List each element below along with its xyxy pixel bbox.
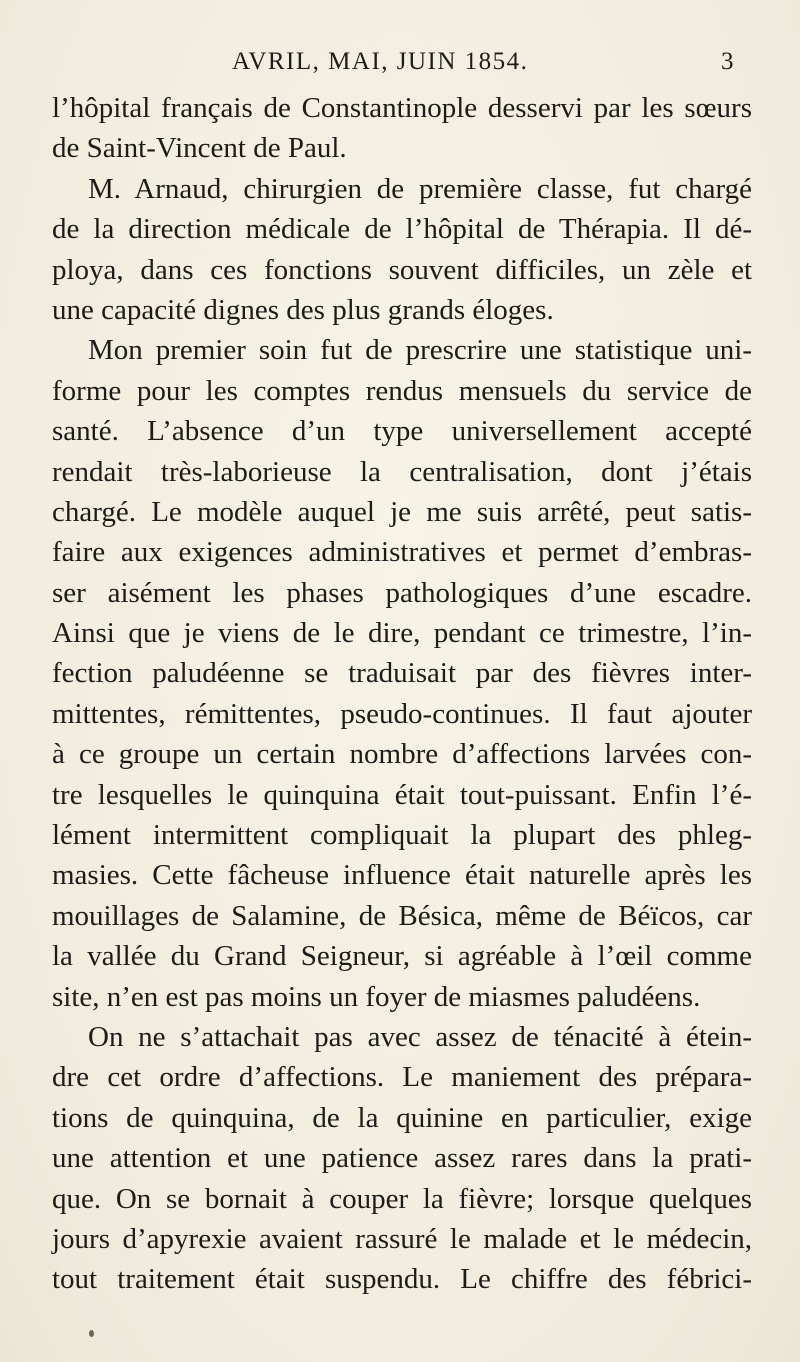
body-text xyxy=(52,88,752,1300)
text-line: la vallée du Grand Seigneur, si agréable à l’œil comme xyxy=(52,940,752,973)
text-line: Mon premier soin fut de prescrire une statistique uni- xyxy=(88,334,752,367)
text-line: faire aux exigences administratives et permet d’embras- xyxy=(52,536,752,569)
text-line: On ne s’attachait pas avec assez de ténacité à étein- xyxy=(88,1020,752,1053)
text-line: que. On se bornait à couper la fièvre; lorsque quelques xyxy=(52,1182,752,1215)
text-line: de la direction médicale de l’hôpital de Thérapia. Il dé- xyxy=(52,213,752,246)
text-line: une capacité dignes des plus grands éloges. xyxy=(52,293,554,326)
text-line: forme pour les comptes rendus mensuels du service de xyxy=(52,374,752,407)
page-number: 3 xyxy=(721,48,734,75)
text-line: de Saint-Vincent de Paul. xyxy=(52,132,347,165)
text-line: à ce groupe un certain nombre d’affections larvées con- xyxy=(52,738,752,771)
text-line: rendait très-laborieuse la centralisation, dont j’étais xyxy=(52,455,752,488)
text-line: Ainsi que je viens de le dire, pendant ce trimestre, l’in- xyxy=(52,617,752,650)
text-line: jours d’apyrexie avaient rassuré le malade et le médecin, xyxy=(52,1222,752,1255)
text-line: mittentes, rémittentes, pseudo-continues. Il faut ajouter xyxy=(52,697,752,730)
text-line: santé. L’absence d’un type universellement accepté xyxy=(52,415,752,448)
text-line: ploya, dans ces fonctions souvent difficiles, un zèle et xyxy=(52,253,752,286)
text-line: lément intermittent compliquait la plupart des phleg- xyxy=(52,819,752,852)
running-title: AVRIL, MAI, JUIN 1854. xyxy=(232,48,529,75)
text-line: M. Arnaud, chirurgien de première classe, fut chargé xyxy=(88,172,752,205)
text-line: site, n’en est pas moins un foyer de miasmes paludéens. xyxy=(52,980,701,1013)
text-line: mouillages de Salamine, de Bésica, même de Béïcos, car xyxy=(52,899,752,932)
text-line: une attention et une patience assez rares dans la prati- xyxy=(52,1142,752,1175)
text-line: tre lesquelles le quinquina était tout-puissant. Enfin l’é- xyxy=(52,778,752,811)
text-line: tout traitement était suspendu. Le chiffre des fébrici- xyxy=(52,1263,752,1296)
text-line: masies. Cette fâcheuse influence était naturelle après les xyxy=(52,859,752,892)
running-head xyxy=(0,46,800,86)
text-line: ser aisément les phases pathologiques d’une escadre. xyxy=(52,576,752,609)
text-line: dre cet ordre d’affections. Le maniement des prépara- xyxy=(52,1061,752,1094)
text-line: l’hôpital français de Constantinople desservi par les sœurs xyxy=(52,92,752,124)
text-line: chargé. Le modèle auquel je me suis arrêté, peut satis- xyxy=(52,495,752,528)
text-line: tions de quinquina, de la quinine en particulier, exige xyxy=(52,1101,752,1134)
text-line: fection paludéenne se traduisait par des fièvres inter- xyxy=(52,657,752,690)
ink-speck xyxy=(89,1330,94,1337)
